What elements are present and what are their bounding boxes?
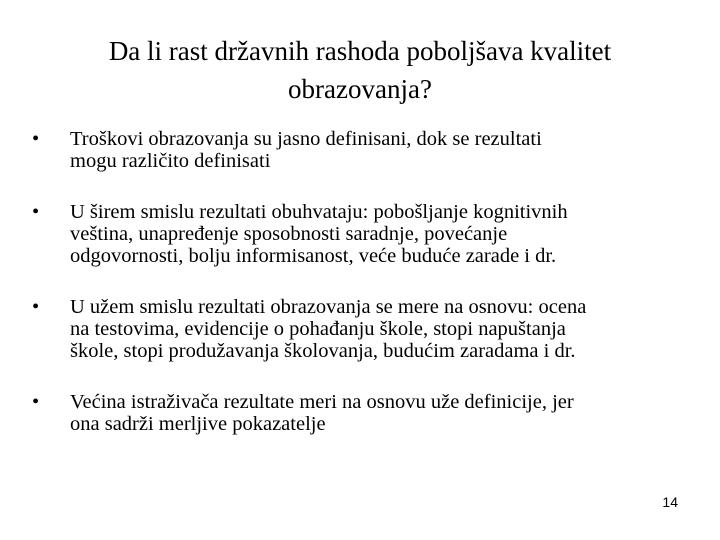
bullet-dot-icon: • [32, 296, 40, 318]
bullet-item [32, 391, 692, 435]
bullet-dot-icon: • [32, 391, 40, 413]
bullet-text-line: Većina istraživača rezultate meri na osnovu uže definicije, jer [70, 391, 574, 413]
bullet-dot-icon: • [32, 128, 40, 150]
bullet-text-line: Troškovi obrazovanja su jasno definisani, dok se rezultati [70, 128, 542, 150]
slide-title-line: obrazovanja? [288, 74, 432, 104]
bullet-text-line: U užem smislu rezultati obrazovanja se mere na osnovu: ocena [70, 296, 587, 318]
bullet-text-line: ona sadrži merljive pokazatelje [70, 413, 326, 435]
slide-page-number: 14 [662, 494, 678, 510]
bullet-text-line: na testovima, evidencije o pohađanju škole, stopi napuštanja [70, 318, 566, 340]
bullet-text-line: škole, stopi produžavanja školovanja, budućim zaradama i dr. [70, 340, 576, 362]
bullet-text-line: veština, unapređenje sposobnosti saradnje, povećanje [70, 223, 508, 245]
slide-title-line: Da li rast državnih rashoda poboljšava kvalitet [108, 36, 612, 66]
bullet-text-line: U širem smislu rezultati obuhvataju: pobošljanje kognitivnih [70, 201, 568, 223]
bullet-list [32, 128, 692, 435]
slide-title [40, 32, 680, 108]
bullet-text-line: odgovornosti, bolju informisanost, veće buduće zarade i dr. [70, 245, 557, 267]
bullet-text-line: mogu različito definisati [70, 150, 271, 172]
bullet-item [32, 128, 692, 172]
bullet-item [32, 201, 692, 267]
bullet-item [32, 296, 692, 362]
bullet-dot-icon: • [32, 201, 40, 223]
